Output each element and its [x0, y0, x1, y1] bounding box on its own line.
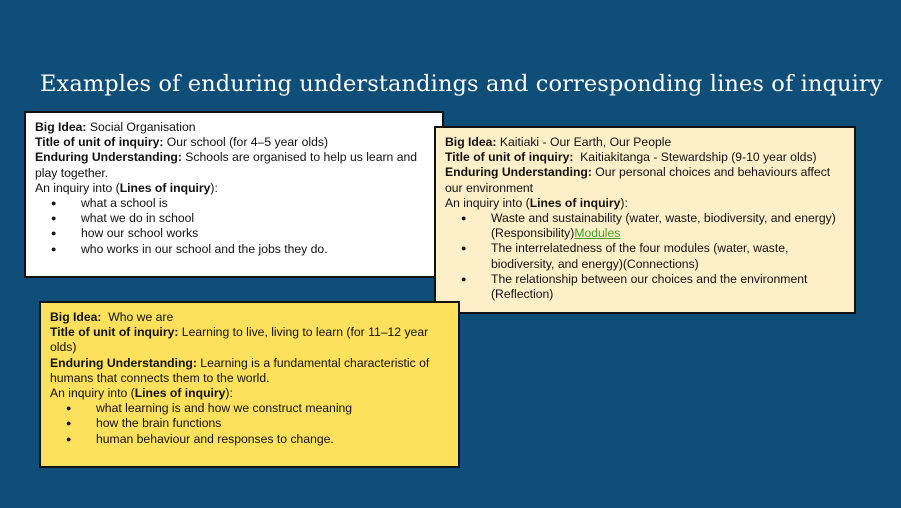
inquiry-suffix: ): — [210, 180, 218, 195]
unit-title-row — [445, 150, 845, 165]
big-idea-value: Social Organisation — [86, 120, 196, 134]
list-item: ● The relationship between our choices and the environment (Reflection) — [445, 272, 845, 302]
inquiry-prefix: An inquiry into ( — [445, 195, 530, 210]
unit-title-label: Title of unit of inquiry: — [35, 135, 164, 150]
list-item: ● The interrelatedness of the four modules (water, waste, biodiversity, and energy)(Connections) — [445, 241, 845, 271]
unit-title-label: Title of unit of inquiry: — [50, 325, 179, 340]
inquiry-heading — [35, 181, 433, 196]
inquiry-bold: Lines of inquiry — [119, 180, 211, 195]
unit-title-value: Learning to live, living to learn (for 11–12 year olds) — [50, 325, 429, 355]
list-item: ● human behaviour and responses to change. — [50, 432, 449, 447]
unit-title-row — [50, 325, 449, 355]
social-organisation-card — [24, 111, 444, 278]
list-item: ● how the brain functions — [50, 416, 449, 431]
inquiry-suffix: ): — [225, 386, 233, 401]
enduring-understanding-label: Enduring Understanding: — [35, 150, 182, 165]
enduring-understanding-row — [50, 356, 449, 386]
inquiry-bold: Lines of inquiry — [134, 386, 226, 401]
inquiry-heading — [445, 196, 845, 211]
big-idea-label: Big Idea: — [50, 310, 102, 324]
unit-title-row — [35, 135, 433, 150]
lines-of-inquiry-list — [445, 211, 845, 302]
unit-title-label: Title of unit of inquiry: — [445, 150, 574, 165]
big-idea-value: Who we are — [101, 310, 174, 324]
who-we-are-card — [39, 301, 460, 468]
enduring-understanding-label: Enduring Understanding: — [50, 355, 197, 370]
enduring-understanding-row — [35, 150, 433, 180]
enduring-understanding-value: Our personal choices and behaviours affect our environment — [445, 165, 831, 195]
unit-title-value: Kaitiakitanga - Stewardship (9-10 year olds) — [573, 150, 817, 165]
list-item: ● what a school is — [35, 196, 433, 211]
big-idea-label: Big Idea: — [445, 135, 497, 149]
kaitiaki-card — [434, 126, 856, 314]
list-item: ● how our school works — [35, 226, 433, 241]
lines-of-inquiry-list — [50, 401, 449, 447]
modules-link[interactable]: Modules — [574, 226, 621, 241]
enduring-understanding-value: Schools are organised to help us learn and play together. — [35, 150, 418, 180]
inquiry-prefix: An inquiry into ( — [35, 180, 120, 195]
list-item: ● what learning is and how we construct meaning — [50, 401, 449, 416]
enduring-understanding-value: Learning is a fundamental characteristic of humans that connects them to the world. — [50, 355, 430, 385]
inquiry-prefix: An inquiry into ( — [50, 386, 135, 401]
list-item: ● what we do in school — [35, 211, 433, 226]
enduring-understanding-row — [445, 165, 845, 195]
big-idea-label: Big Idea: — [35, 120, 87, 134]
enduring-understanding-label: Enduring Understanding: — [445, 165, 592, 180]
slide-title: Examples of enduring understandings and corresponding lines of inquiry — [40, 71, 883, 97]
list-item-text: Waste and sustainability (water, waste, biodiversity, and energy) (Responsibility) — [491, 211, 836, 241]
list-item: ● who works in our school and the jobs they do. — [35, 242, 433, 257]
big-idea-value: Kaitiaki - Our Earth, Our People — [496, 135, 672, 149]
unit-title-value: Our school (for 4–5 year olds) — [163, 135, 329, 150]
big-idea-row — [50, 310, 449, 325]
inquiry-suffix: ): — [620, 195, 628, 210]
inquiry-bold: Lines of inquiry — [529, 195, 621, 210]
list-item — [445, 211, 845, 241]
big-idea-row — [445, 135, 845, 150]
lines-of-inquiry-list — [35, 196, 433, 257]
big-idea-row — [35, 120, 433, 135]
inquiry-heading — [50, 386, 449, 401]
